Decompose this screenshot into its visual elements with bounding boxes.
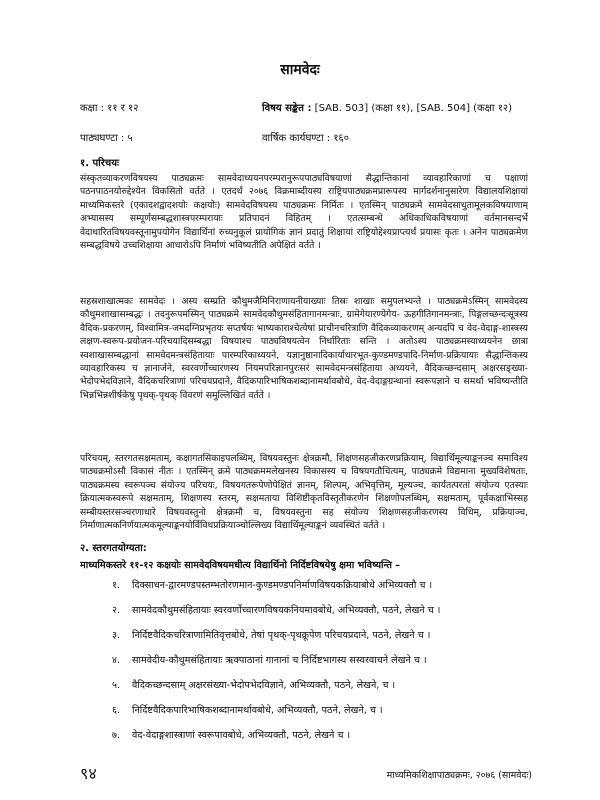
list-item [112,728,532,753]
list-item-number: ३. [112,630,121,641]
list-item-number: ५. [112,680,121,691]
list-item [112,678,532,703]
page-number: ९४ [80,764,97,783]
list-item-text: निर्दिष्टवैदिकपारिभाषिकशब्दानामर्थावबोधे, अभिव्यक्तौ, पठने, लेखने, च । [132,705,383,716]
competency-list [112,578,532,753]
subject-code [262,100,512,114]
list-item [112,628,532,653]
competencies-lead: माध्यमिकस्तरे ११-१२ कक्षयोः सामवेदविषयमधीत्य विद्यार्थिनो निर्दिष्टविषयेषु क्षमा भविष्यन्ति – [80,560,401,571]
section-heading-introduction: १. परिचयः [80,158,120,169]
list-item-text: दिक्साधन-द्वारमण्डपस्तम्भतोरणमान-कुण्डमण्डपनिर्माणविषयकक्रियाबोधे अभिव्यक्तौ च । [132,580,433,591]
list-item [112,653,532,678]
list-item-number: १. [112,580,121,591]
subject-code-label: विषय सङ्केत : [262,103,312,114]
list-item [112,578,532,603]
list-item-number: ४. [112,655,121,666]
intro-paragraph-1: संस्कृतव्याकरणविषयस्य पाठ्यक्रमः सामवेदाध्ययनपरम्परानुरूपपाठ्यविषयाणां सैद्धान्तिकानां व्यावहारिकाणां च पक्षाणां पठनपाठनयोरुद्देश्येन विकसितो वर्तते । एतदर्थं २०७६ विक्रमाब्दीयस्य राष्ट्रियपाठ्यक्रमप्रारूपस्य मार्गदर्शनानुसारेण विद्यालयशिक्षायां माध्यमिकस्तरे (एकादशद्वादशयोः कक्षयोः) सामवेदविषयस्य पाठ्यक्रमः निर्मितः । एतस्मिन् पाठ्यक्रमे सामवेदसाधुतामूलकविषयाणाम् अभ्यासस्य सम्पूर्णसम्बद्धशास्त्रपरम्परायाः प्रतिपादनं विहितम् । एतत्सम्बन्धे अधिकाधिकविषयाणां वर्तमानसन्दर्भे वेदाधारितविषयवस्तूनामुपयोगेन विद्यार्थिनां रुच्यनुकूलं प्रायोगिकं ज्ञानं प्रदातुं शिक्षायां राष्ट्रियोद्देश्यप्राप्त्यर्थं प्रयासः कृतः । अनेन पाठ्यक्रमेण सम्बद्धविषये उच्चशिक्षाया आधारोऽपि निर्माणं भविष्यतीति अपेक्षितं वर्तते । [80,173,528,252]
list-item-text: सामवेदकौथुमसंहितायाः स्वरवर्णोच्चारणविषयकनियमावबोधे, अभिव्यक्तौ, पठने, लेखने च । [132,605,441,616]
list-item [112,703,532,728]
list-item-text: वैदिकच्छन्दसाम् अक्षरसंख्या-भेदोपभेदविज्ञाने, अभिव्यक्तौ, पठने, लेखने, च । [132,680,396,691]
list-item [112,603,532,628]
list-item-text: निर्दिष्टवैदिकचरित्राणामितिवृत्तबोधे, तेषां पृथक्-पृथक्रूपेण परिचयप्रदाने, पठने, लेखने च । [132,630,431,641]
list-item-number: ७. [112,730,121,741]
footer-source: माध्यमिकशिक्षापाठ्यक्रमः, २०७६ (सामवेदः) [386,770,532,781]
section-heading-competencies: २. स्तरगतयोग्यता: [80,543,147,554]
periods-label: पाठ्यघण्टा : ५ [80,133,133,144]
list-item-text: वेद-वेदाङ्गशास्त्राणां स्वरूपावबोधे, अभिव्यक्तौ, पठने, लेखने च । [132,730,351,741]
page-title: सामवेदः [280,62,320,78]
intro-paragraph-2: सहस्रशाखात्मकः सामवेदः । अस्य सम्प्रति कौथुमजैमिनिराणायनीयाख्याः तिस्रः शाखाः समुपलभ्यन्ते । पाठ्यक्रमेऽस्मिन् सामवेदस्य कौथुमशाखासम्बद्धः । तदनुरूपमस्मिन् पाठ्यक्रमे सामवेदकौथुमसंहितागानमन्त्राः, ग्रामेगेयारण्येगेय- ऊहगीतिगानमन्त्राः, पिङ्गलच्छन्दःसूत्रस्य वैदिक-प्रकरणम्, विश्वामित्र-जमदग्निप्रभृतयः सप्तर्षयः भाष्यकाराश्चेत्येषां प्राचीनचरित्राणि वैदिकव्याकरणम् अन्यदपि च वेद-वेदाङ्ग-शास्त्रस्य लक्षण-स्वरूप-प्रयोजन-परिचयादिसम्बद्धा विषयाश्च पाठ्यविषयत्वेन निर्धारिताः सन्ति । अतोऽस्य पाठ्यक्रमस्याध्ययनेन छात्रा स्वशाखासम्बद्धानां सामवेदमन्त्रसंहितायाः पारम्परिकाध्ययने, यज्ञानुष्ठानादिकार्याधारभूत-कुण्डमण्डपादि-निर्माण-प्रक्रियायाः सैद्धान्तिकस्य व्यावहारिकस्य च ज्ञानार्जने, स्वरवर्णोच्चारणस्य नियमपरिज्ञानपुरःसरं सामवेदमन्त्रसंहिताया अध्ययने, वैदिकच्छन्दसाम् अक्षरसङ्ख्या-भेदोपभेदविज्ञाने, वैदिकचरित्राणां परिचयप्रदाने, वैदिकपारिभाषिकशब्दानामर्थावबोधे, वेद-वेदाङ्गग्रन्थानां स्वरूपज्ञाने च समर्था भविष्यन्तीति भिन्नभिन्नशीर्षकेषु पृथक्-पृथक् विवरणं समुल्लिखितं वर्तते । [80,296,528,401]
list-item-number: २. [112,605,121,616]
list-item-number: ६. [112,705,121,716]
list-item-text: सामवेदीय-कौथुमसंहितायाः ऋक्पाठानां गानानां च निर्दिष्टभागस्य सस्वरवाचने लेखने च । [132,655,427,666]
intro-paragraph-3: परिचयम्, स्तरगतसक्षमताम्, कक्षागतसिकाइपलब्धिम्, विषयवस्तुनः क्षेत्रक्रमौ, शिक्षणसहजीकरणप्रक्रियाम्, विद्यार्थिमूल्याङ्कनञ्च समाविश्य पाठ्यक्रमोऽसौ विकासं नीतः । एतस्मिन् क्रमे पाठ्यक्रममलेखनस्य विकासस्य च विषयगतौचित्यम्, पाठ्यक्रमे विद्यमाना मुख्यविशेषताः, पाठ्यक्रमस्य स्वरूपञ्च संयोज्य परिचयः, विषयगतरूपेणोपेक्षितं ज्ञानम्, शिल्पम्, अभिवृत्तिम्, मूल्यञ्च, कार्यतत्परतां संयोज्य एतस्याः क्रियात्मकस्वरूपे सक्षमताम्, शिक्षणस्य स्तरम्, सक्षमताया विशिष्टीकृतविस्तृतीकरणेन शिक्षणोपलब्धिम्, सक्षमताम्, पूर्वकक्षाभिस्सह सम्बीयस्तरसञ्चरणाधारे विषयवस्तुनो क्षेत्रक्रमौ च, विषयवस्तुना सह संयोज्य शिक्षणसहजीकरणस्य विधिम्, प्रक्रियाञ्च, निर्माणात्मकनिर्णयात्मकमूल्याङ्कनयोर्विविधप्रक्रियाञ्चोल्लिख्य विद्यार्थिमूल्याङ्कनं व्यवस्थितं वर्तते । [80,453,528,532]
subject-code-value: [SAB. 503] (कक्षा ११), [SAB. 504] (कक्षा १२) [314,103,512,114]
annual-hours-label: वार्षिक कार्यघण्टा : १६० [262,133,349,144]
class-label: कक्षा : ११ र १२ [80,103,139,114]
